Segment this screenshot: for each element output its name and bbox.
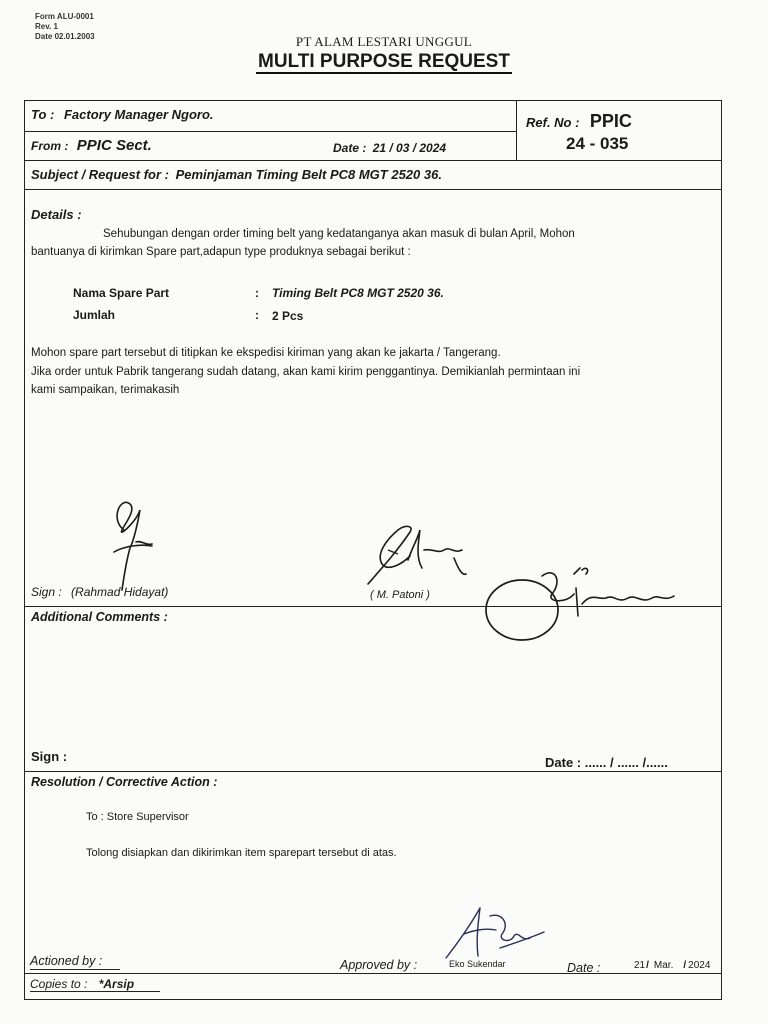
item-sep-part: :	[255, 286, 259, 300]
resolution-message: Tolong disiapkan dan dikirimkan item sparepart tersebut di atas.	[86, 847, 397, 859]
footer-date-value: 21/ Mar. / 2024	[634, 960, 711, 971]
form-title-wrap	[0, 51, 768, 73]
details-label: Details :	[31, 207, 82, 222]
date-value: 21 / 03 / 2024	[372, 141, 447, 155]
ref-label: Ref. No :	[526, 115, 580, 130]
actioned-underline	[30, 969, 120, 970]
subject-row	[31, 167, 442, 182]
additional-comments-label: Additional Comments :	[31, 610, 168, 624]
copies-value: *Arsip	[98, 977, 135, 991]
to-value: Factory Manager Ngoro.	[63, 107, 214, 122]
footer-date-month: Mar.	[653, 960, 674, 971]
divider-resolution	[24, 771, 722, 772]
divider-copies	[24, 973, 722, 974]
to-row	[31, 107, 214, 122]
signature-hanwan	[482, 548, 682, 648]
item-value-qty: 2 Pcs	[272, 309, 304, 323]
ref-prefix: PPIC	[589, 111, 632, 131]
additional-date-label: Date : ...... / ...... /......	[545, 755, 668, 770]
signature-patoni	[358, 520, 478, 592]
item-value-part: Timing Belt PC8 MGT 2520 36.	[272, 286, 444, 300]
divider-to-from	[24, 131, 516, 132]
footer-date-day: 21	[634, 960, 646, 971]
closing-line3: kami sampaikan, terimakasih	[31, 384, 180, 396]
signature-rahmad	[100, 492, 190, 597]
copies-label: Copies to :	[30, 977, 88, 991]
form-title: MULTI PURPOSE REQUEST	[258, 51, 510, 72]
divider-ref	[516, 100, 517, 160]
closing-line2: Jika order untuk Pabrik tangerang sudah datang, akan kami kirim penggantinya. Demikianlah permintaan ini	[31, 366, 581, 378]
date-row	[333, 141, 446, 155]
divider-details	[24, 189, 722, 190]
from-row	[31, 137, 152, 155]
sign1-name-rahmad: (Rahmad Hidayat)	[71, 585, 169, 599]
details-intro-line1: Sehubungan dengan order timing belt yang kedatanganya akan masuk di bulan April, Mohon	[103, 228, 575, 240]
company-name: PT ALAM LESTARI UNGGUL	[295, 34, 473, 49]
ref-row	[526, 111, 632, 132]
closing-line1: Mohon spare part tersebut di titipkan ke ekspedisi kiriman yang akan ke jakarta / Tangerang.	[31, 347, 501, 359]
from-label: From :	[31, 139, 69, 153]
approver-name: Eko Sukendar	[449, 959, 506, 969]
date-label: Date :	[333, 141, 367, 155]
to-label: To :	[31, 107, 55, 122]
actioned-by-label: Actioned by :	[30, 954, 103, 968]
resolution-to-line: To : Store Supervisor	[86, 811, 189, 823]
from-value: PPIC Sect.	[76, 137, 152, 154]
ref-number: 24 - 035	[566, 134, 629, 153]
details-intro-line2: bantuanya di kirimkan Spare part,adapun type produknya sebagai berikut :	[31, 246, 411, 258]
footer-date-year: 2024	[688, 960, 711, 971]
copies-underline	[30, 991, 160, 992]
footer-date-label: Date :	[567, 961, 601, 975]
sign1-row	[31, 585, 168, 599]
approved-by-label: Approved by :	[340, 958, 418, 972]
signature-eko	[440, 900, 550, 964]
copies-row	[30, 977, 134, 991]
item-key-qty: Jumlah	[73, 308, 116, 322]
subject-value: Peminjaman Timing Belt PC8 MGT 2520 36.	[175, 167, 442, 182]
additional-sign-label: Sign :	[31, 749, 68, 764]
resolution-label: Resolution / Corrective Action :	[31, 775, 218, 789]
form-date: Date 02.01.2003	[35, 32, 95, 41]
item-sep-qty: :	[255, 308, 259, 322]
sign1-label: Sign :	[31, 585, 62, 599]
sign1-name-patoni: ( M. Patoni )	[370, 589, 430, 601]
divider-subject	[24, 160, 722, 161]
subject-label: Subject / Request for :	[31, 167, 169, 182]
form-number: Form ALU-0001	[35, 12, 94, 21]
item-key-part: Nama Spare Part	[73, 286, 170, 300]
form-revision: Rev. 1	[35, 22, 58, 31]
